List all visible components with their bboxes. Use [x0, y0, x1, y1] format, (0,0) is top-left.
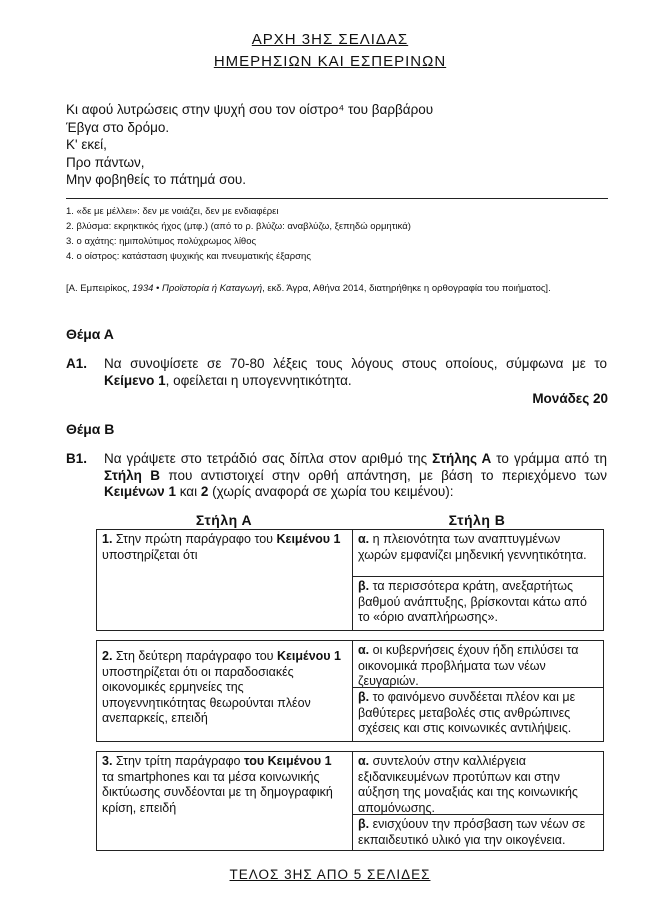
text-bold: 1: [168, 484, 176, 499]
footnotes: [66, 204, 411, 264]
text: Να γράψετε στο τετράδιό σας δίπλα στον αριθμό της: [104, 451, 433, 466]
text: τα περισσότερα κράτη, ανεξαρτήτως βαθμού ανάπτυξης, βρίσκονται κάτω από το «όριο αναπλήρωσης».: [358, 579, 587, 624]
poem-line: Μην φοβηθείς το πάτημά σου.: [66, 172, 247, 187]
option-alpha-cell: [353, 752, 603, 815]
option-letter: β.: [358, 690, 370, 704]
text-bold: Στήλη Β: [104, 467, 160, 483]
theme-a-title: Θέμα Α: [66, 326, 114, 342]
matching-row-3: [96, 751, 604, 851]
option-letter: α.: [358, 643, 370, 657]
option-beta-cell: [353, 577, 603, 630]
text: , οφείλεται η υπογεννητικότητα.: [165, 372, 352, 388]
poem-line: Κι αφού λυτρώσεις στην ψυχή σου τον οίστρο⁴ του βαρβάρου: [66, 102, 434, 117]
text: οι κυβερνήσεις έχουν ήδη επιλύσει τα οικονομικά προβλήματα των νέων ζευγαριών.: [358, 643, 579, 688]
text: Στη δεύτερη παράγραφο του: [112, 649, 277, 663]
matching-row-1: [96, 529, 604, 631]
poem-line: Κ' εκεί,: [66, 137, 107, 152]
text: Στην πρώτη παράγραφο του: [112, 532, 277, 546]
column-a-header: Στήλη Α: [195, 512, 253, 528]
text-bold: του Κειμένου 1: [243, 754, 332, 768]
text: υποστηρίζεται ότι: [102, 547, 198, 562]
footnote: 1. «δε με μέλλει»: δεν με νοιάζει, δεν με ενδιαφέρει: [66, 206, 279, 217]
text: το γράμμα από τη: [491, 451, 608, 466]
source-title: 1934 • Προϊστορία ή Καταγωγή: [132, 283, 263, 294]
column-a-cell: [97, 641, 353, 741]
footnote: 3. ο αχάτης: ημιπολύτιμος πολύχρωμος λίθος: [66, 236, 257, 247]
item-number: 3.: [102, 754, 113, 768]
footnote: 2. βλύσμα: εκρηκτικός ήχος (μτφ.) (από το ρ. βλύζω: αναβλύζω, ξεπηδώ ορμητικά): [66, 221, 411, 232]
option-beta-cell: [353, 688, 603, 741]
footnote-divider: [66, 198, 608, 199]
question-b1-text: [104, 451, 607, 501]
text-bold: 2: [200, 484, 209, 499]
poem: [66, 101, 433, 189]
marks-a1: Μονάδες 20: [532, 391, 608, 406]
text: συντελούν στην καλλιέργεια εξιδανικευμένων προτύπων και στην αύξηση της μοναξιάς και της κοινωνικής απομόνωσης.: [358, 754, 578, 815]
theme-b-title: Θέμα Β: [66, 421, 115, 437]
option-beta-cell: [353, 815, 603, 850]
text-bold: Στήλης Α: [432, 451, 492, 466]
text: που αντιστοιχεί στην ορθή απάντηση, με βάση το περιεχόμενο των: [159, 467, 607, 483]
text: η πλειονότητα των αναπτυγμένων χωρών εμφανίζει μηδενική γεννητικότητα.: [358, 532, 587, 562]
column-a-cell: [97, 530, 353, 630]
question-a1-number: Α1.: [66, 356, 88, 371]
option-alpha-cell: [353, 641, 603, 688]
option-letter: β.: [358, 817, 370, 831]
text-bold: Κειμένων: [104, 484, 165, 499]
page-header-line1: ΑΡΧΗ 3ΗΣ ΣΕΛΙΔΑΣ: [251, 31, 409, 48]
text: το φαινόμενο συνδέεται πλέον και με βαθύτερες μεταβολές στις ανθρώπινες σχέσεις και στις κοινωνικές αντιλήψεις.: [358, 690, 576, 735]
text-bold: Κειμένου 1: [276, 649, 341, 663]
item-number: 1.: [102, 532, 113, 546]
text: ενισχύουν την πρόσβαση των νέων σε εκπαιδευτικό υλικό για την οικογένεια.: [358, 817, 586, 847]
footnote: 4. ο οίστρος: κατάσταση ψυχικής και πνευματικής έξαρσης: [66, 251, 311, 262]
text: Στην τρίτη παράγραφο: [112, 754, 244, 768]
column-a-cell: [97, 752, 353, 850]
text: υποστηρίζεται ότι οι παραδοσιακές οικονομικές ερμηνείες της υπογεννητικότητας θεωρούνται πλέον ανεπαρκείς, επειδή: [102, 664, 311, 725]
option-letter: β.: [358, 579, 370, 593]
column-b-header: Στήλη Β: [448, 512, 506, 528]
text: τα smartphones και τα μέσα κοινωνικής δικτύωσης συνδέονται με τη δημογραφική κρίση, επειδή: [102, 769, 333, 815]
option-letter: α.: [358, 532, 370, 546]
poem-line: Έβγα στο δρόμο.: [66, 119, 170, 135]
text: (χωρίς αναφορά σε χωρία του κειμένου):: [208, 484, 454, 499]
page-footer: ΤΕΛΟΣ 3ΗΣ ΑΠΟ 5 ΣΕΛΙΔΕΣ: [229, 867, 431, 882]
text-bold: Κείμενο 1: [104, 372, 166, 388]
question-b1-number: Β1.: [66, 451, 88, 466]
option-letter: α.: [358, 754, 370, 768]
source-text: [Α. Εμπειρίκος,: [66, 283, 133, 294]
text: και: [175, 484, 201, 499]
source-citation: [66, 282, 608, 296]
source-text: , εκδ. Άγρα, Αθήνα 2014, διατηρήθηκε η ορθογραφία του ποιήματος].: [262, 283, 551, 294]
page-header-line2: ΗΜΕΡΗΣΙΩΝ ΚΑΙ ΕΣΠΕΡΙΝΩΝ: [213, 53, 447, 70]
question-a1-text: [104, 356, 607, 389]
text-bold: Κειμένου 1: [276, 532, 341, 546]
poem-line: Προ πάντων,: [66, 154, 145, 170]
item-number: 2.: [102, 649, 113, 663]
text: Να συνοψίσετε σε 70-80 λέξεις τους λόγους στους οποίους, σύμφωνα με το: [104, 356, 607, 371]
matching-row-2: [96, 640, 604, 742]
option-alpha-cell: [353, 530, 603, 577]
